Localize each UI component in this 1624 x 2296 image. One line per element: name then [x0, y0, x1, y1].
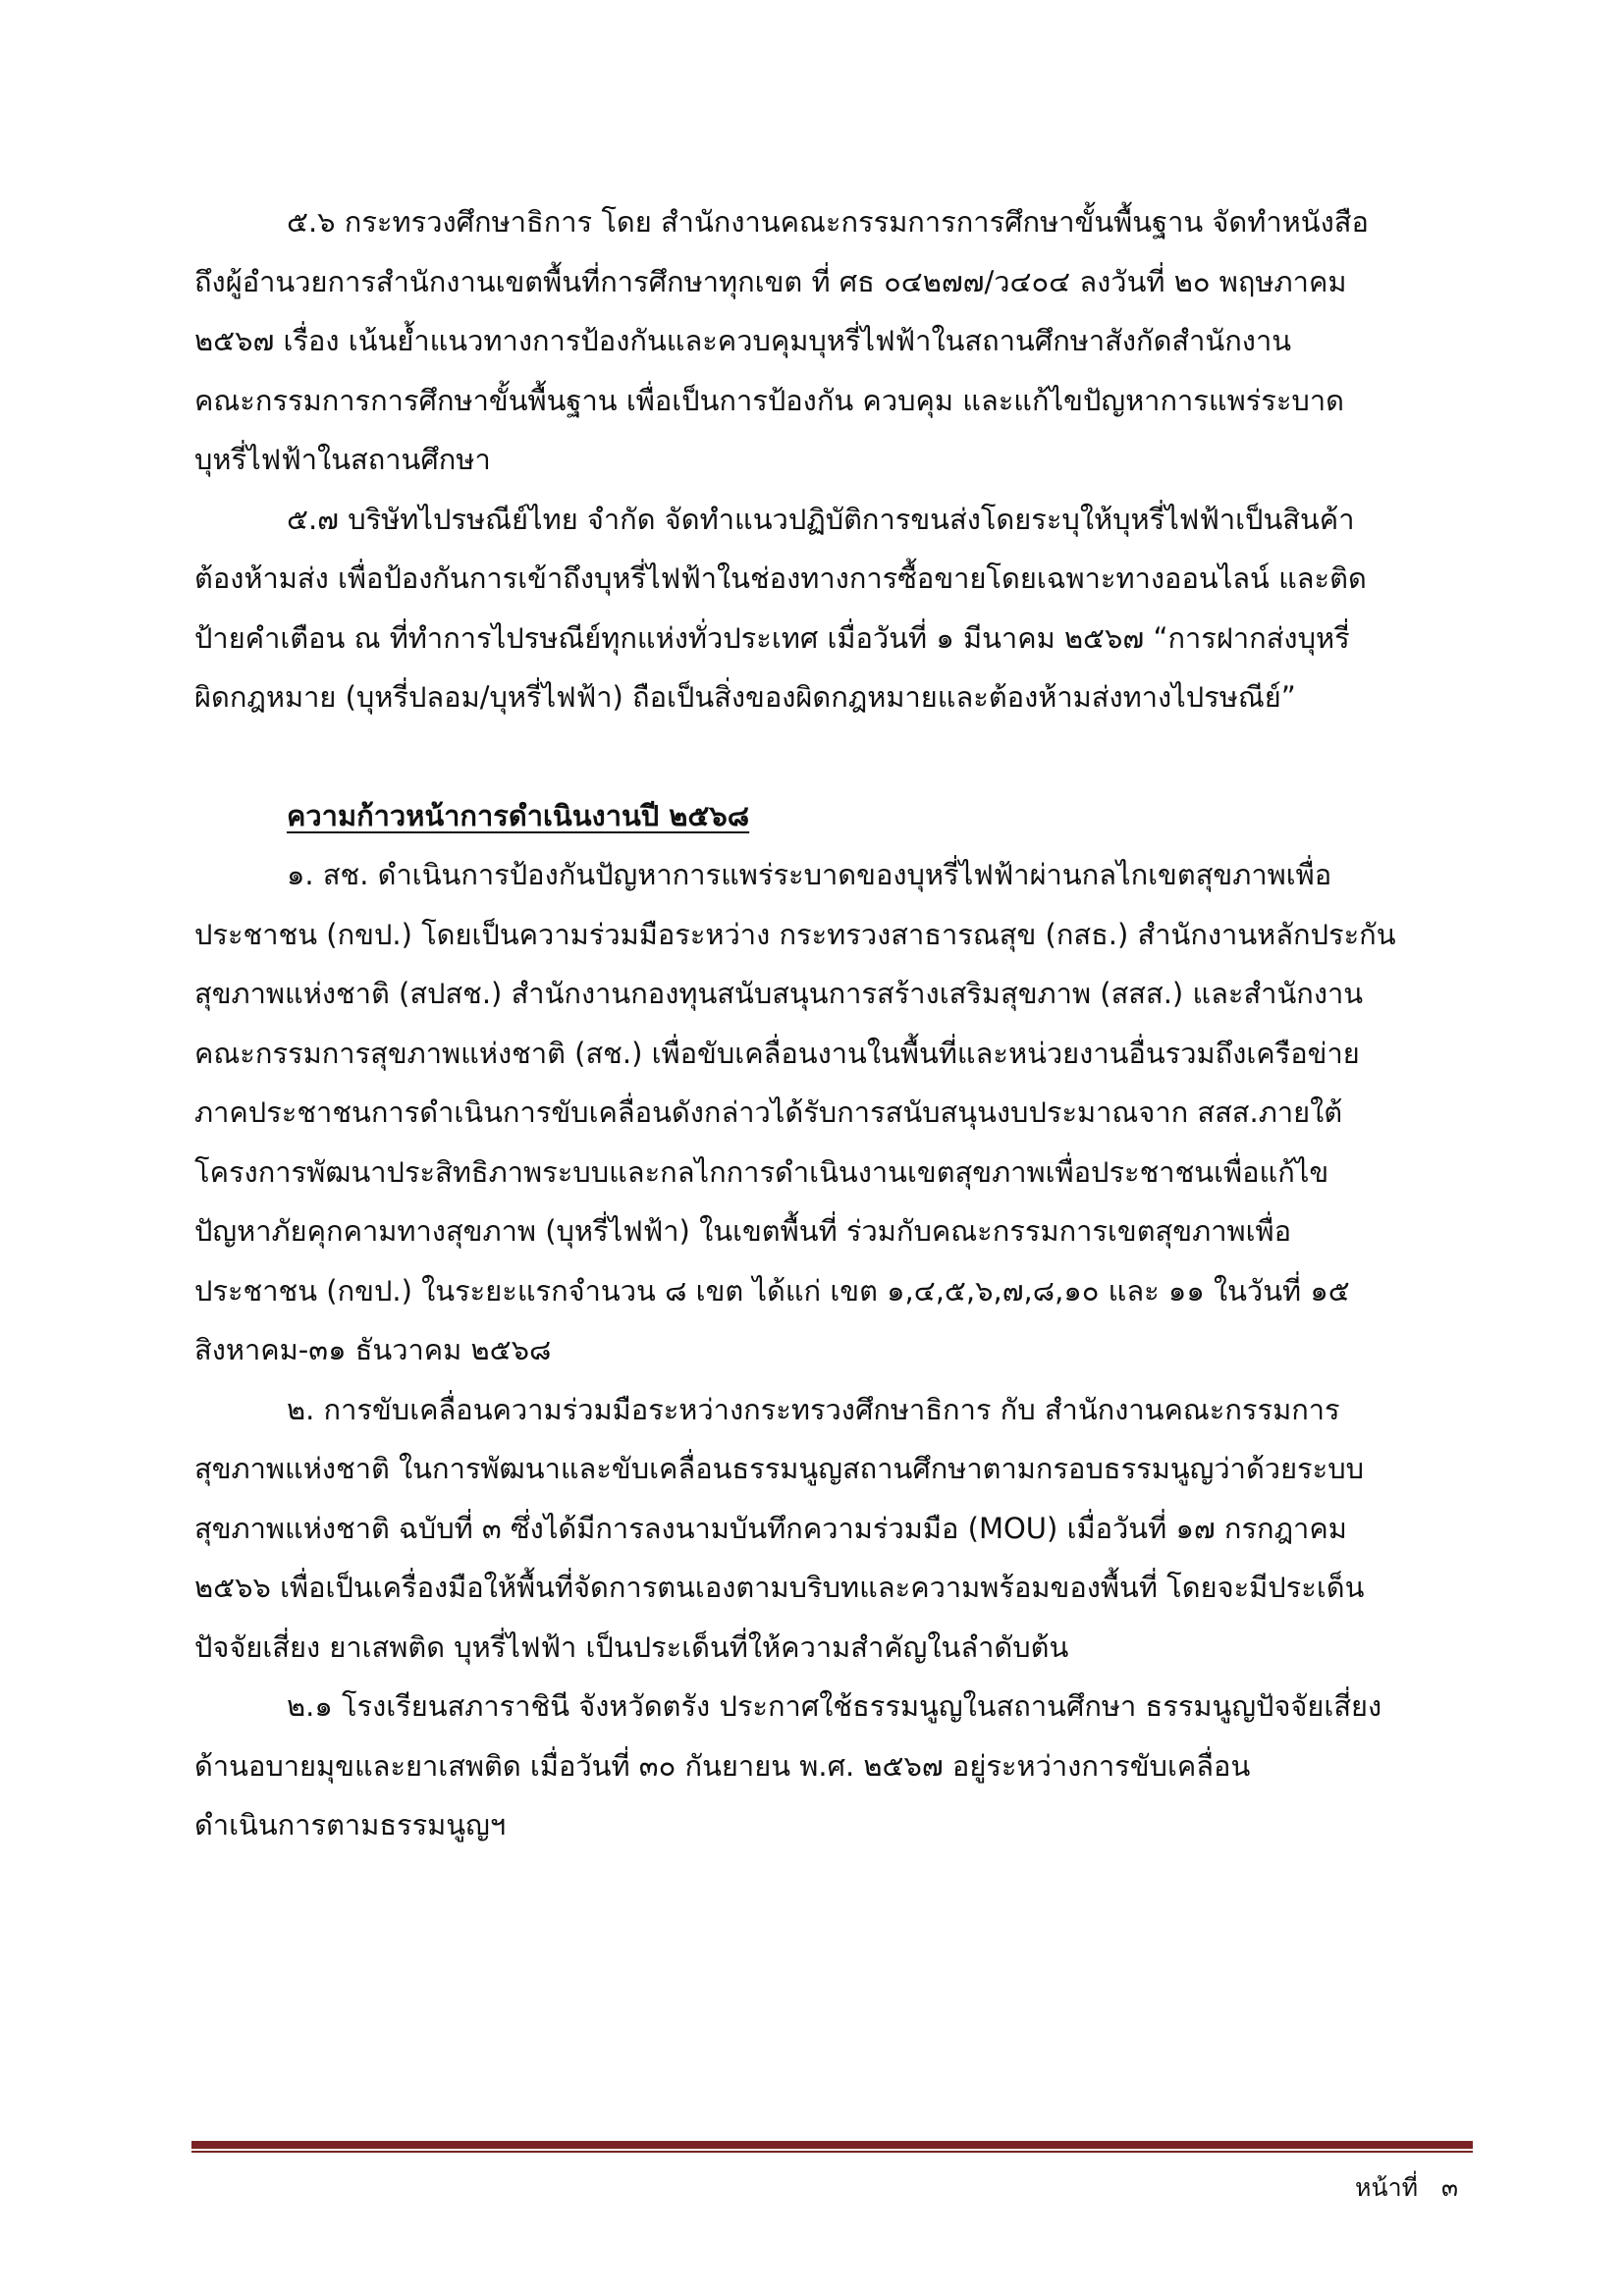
progress-item-1	[194, 845, 1465, 1380]
footer-rule-thin	[191, 2151, 1473, 2153]
document-body	[194, 192, 1465, 1855]
footer-rule	[191, 2141, 1473, 2149]
paragraph-line: ๒๕๖๖ เพื่อเป็นเครื่องมือให้พื้นที่จัดการตนเองตามบริบทและความพร้อมของพื้นที่ โดยจะมีประเด็น	[194, 1571, 1365, 1604]
page-number-value: ๓	[1440, 2173, 1459, 2202]
paragraph-line: ๒๕๖๗ เรื่อง เน้นย้ำแนวทางการป้องกันและควบคุมบุหรี่ไฟฟ้าในสถานศึกษาสังกัดสำนักงาน	[194, 324, 1292, 357]
paragraph-line: สุขภาพแห่งชาติ (สปสช.) สำนักงานกองทุนสนับสนุนการสร้างเสริมสุขภาพ (สสส.) และสำนักงาน	[194, 977, 1364, 1010]
paragraph-line: สุขภาพแห่งชาติ ฉบับที่ ๓ ซึ่งได้มีการลงนามบันทึกความร่วมมือ (MOU) เมื่อวันที่ ๑๗ กรกฎาคม	[194, 1511, 1347, 1545]
paragraph-line: ประชาชน (กขป.) ในระยะแรกจำนวน ๘ เขต ได้แก่ เขต ๑,๔,๕,๖,๗,๘,๑๐ และ ๑๑ ในวันที่ ๑๕	[194, 1273, 1350, 1308]
paragraph-line: ต้องห้ามส่ง เพื่อป้องกันการเข้าถึงบุหรี่ไฟฟ้าในช่องทางการซื้อขายโดยเฉพาะทางออนไลน์ และติด	[194, 561, 1367, 595]
paragraph-line: คณะกรรมการสุขภาพแห่งชาติ (สช.) เพื่อขับเคลื่อนงานในพื้นที่และหน่วยงานอื่นรวมถึงเครือข่าย	[194, 1036, 1360, 1070]
paragraph-line: ด้านอบายมุขและยาเสพติด เมื่อวันที่ ๓๐ กันยายน พ.ศ. ๒๕๖๗ อยู่ระหว่างการขับเคลื่อน	[194, 1748, 1251, 1783]
paragraph-line: ดำเนินการตามธรรมนูญฯ	[194, 1808, 507, 1842]
paragraph-5-7	[194, 490, 1465, 727]
paragraph-line: โครงการพัฒนาประสิทธิภาพระบบและกลไกการดำเนินงานเขตสุขภาพเพื่อประชาชนเพื่อแก้ไข	[194, 1154, 1329, 1189]
paragraph-line: ปัญหาภัยคุกคามทางสุขภาพ (บุหรี่ไฟฟ้า) ในเขตพื้นที่ ร่วมกับคณะกรรมการเขตสุขภาพเพื่อ	[194, 1214, 1292, 1248]
paragraph-5-6	[194, 192, 1465, 490]
section-gap	[287, 727, 1465, 786]
paragraph-line: ปัจจัยเสี่ยง ยาเสพติด บุหรี่ไฟฟ้า เป็นประเด็นที่ให้ความสำคัญในลำดับต้น	[194, 1629, 1069, 1664]
paragraph-line: ๕.๗ บริษัทไปรษณีย์ไทย จำกัด จัดทำแนวปฏิบัติการขนส่งโดยระบุให้บุหรี่ไฟฟ้าเป็นสินค้า	[287, 502, 1355, 536]
paragraph-line: บุหรี่ไฟฟ้าในสถานศึกษา	[194, 443, 491, 476]
paragraph-line: ๒.๑ โรงเรียนสภาราชินี จังหวัดตรัง ประกาศใช้ธรรมนูญในสถานศึกษา ธรรมนูญปัจจัยเสี่ยง	[287, 1689, 1382, 1723]
paragraph-line: ๕.๖ กระทรวงศึกษาธิการ โดย สำนักงานคณะกรรมการการศึกษาขั้นพื้นฐาน จัดทำหนังสือ	[287, 205, 1369, 239]
progress-item-2	[194, 1380, 1465, 1678]
paragraph-line: คณะกรรมการการศึกษาขั้นพื้นฐาน เพื่อเป็นการป้องกัน ควบคุม และแก้ไขปัญหาการแพร่ระบาด	[194, 383, 1344, 417]
paragraph-line: ประชาชน (กขป.) โดยเป็นความร่วมมือระหว่าง กระทรวงสาธารณสุข (กสธ.) สำนักงานหลักประกัน	[194, 917, 1396, 951]
paragraph-line: ผิดกฎหมาย (บุหรี่ปลอม/บุหรี่ไฟฟ้า) ถือเป็นสิ่งของผิดกฎหมายและต้องห้ามส่งทางไปรษณีย์”	[194, 680, 1296, 714]
paragraph-line: สิงหาคม-๓๑ ธันวาคม ๒๕๖๘	[194, 1333, 552, 1366]
page-number-label: หน้าที่	[1355, 2173, 1419, 2202]
paragraph-line: สุขภาพแห่งชาติ ในการพัฒนาและขับเคลื่อนธรรมนูญสถานศึกษาตามกรอบธรรมนูญว่าด้วยระบบ	[194, 1452, 1365, 1485]
paragraph-line: ภาคประชาชนการดำเนินการขับเคลื่อนดังกล่าวได้รับการสนับสนุนงบประมาณจาก สสส.ภายใต้	[194, 1095, 1343, 1129]
paragraph-line: ๑. สช. ดำเนินการป้องกันปัญหาการแพร่ระบาดของบุหรี่ไฟฟ้าผ่านกลไกเขตสุขภาพเพื่อ	[287, 858, 1332, 891]
paragraph-line: ๒. การขับเคลื่อนความร่วมมือระหว่างกระทรวงศึกษาธิการ กับ สำนักงานคณะกรรมการ	[287, 1392, 1340, 1426]
progress-item-2-1	[194, 1677, 1465, 1855]
page-number	[1355, 2171, 1458, 2205]
progress-heading: ความก้าวหน้าการดำเนินงานปี ๒๕๖๘	[287, 798, 750, 832]
paragraph-line: ป้ายคำเตือน ณ ที่ทำการไปรษณีย์ทุกแห่งทั่วประเทศ เมื่อวันที่ ๑ มีนาคม ๒๕๖๗ “การฝากส่งบุหรี่	[194, 620, 1350, 655]
paragraph-line: ถึงผู้อำนวยการสำนักงานเขตพื้นที่การศึกษาทุกเขต ที่ ศธ ๐๔๒๗๗/ว๔๐๔ ลงวันที่ ๒๐ พฤษภาคม	[194, 264, 1347, 298]
